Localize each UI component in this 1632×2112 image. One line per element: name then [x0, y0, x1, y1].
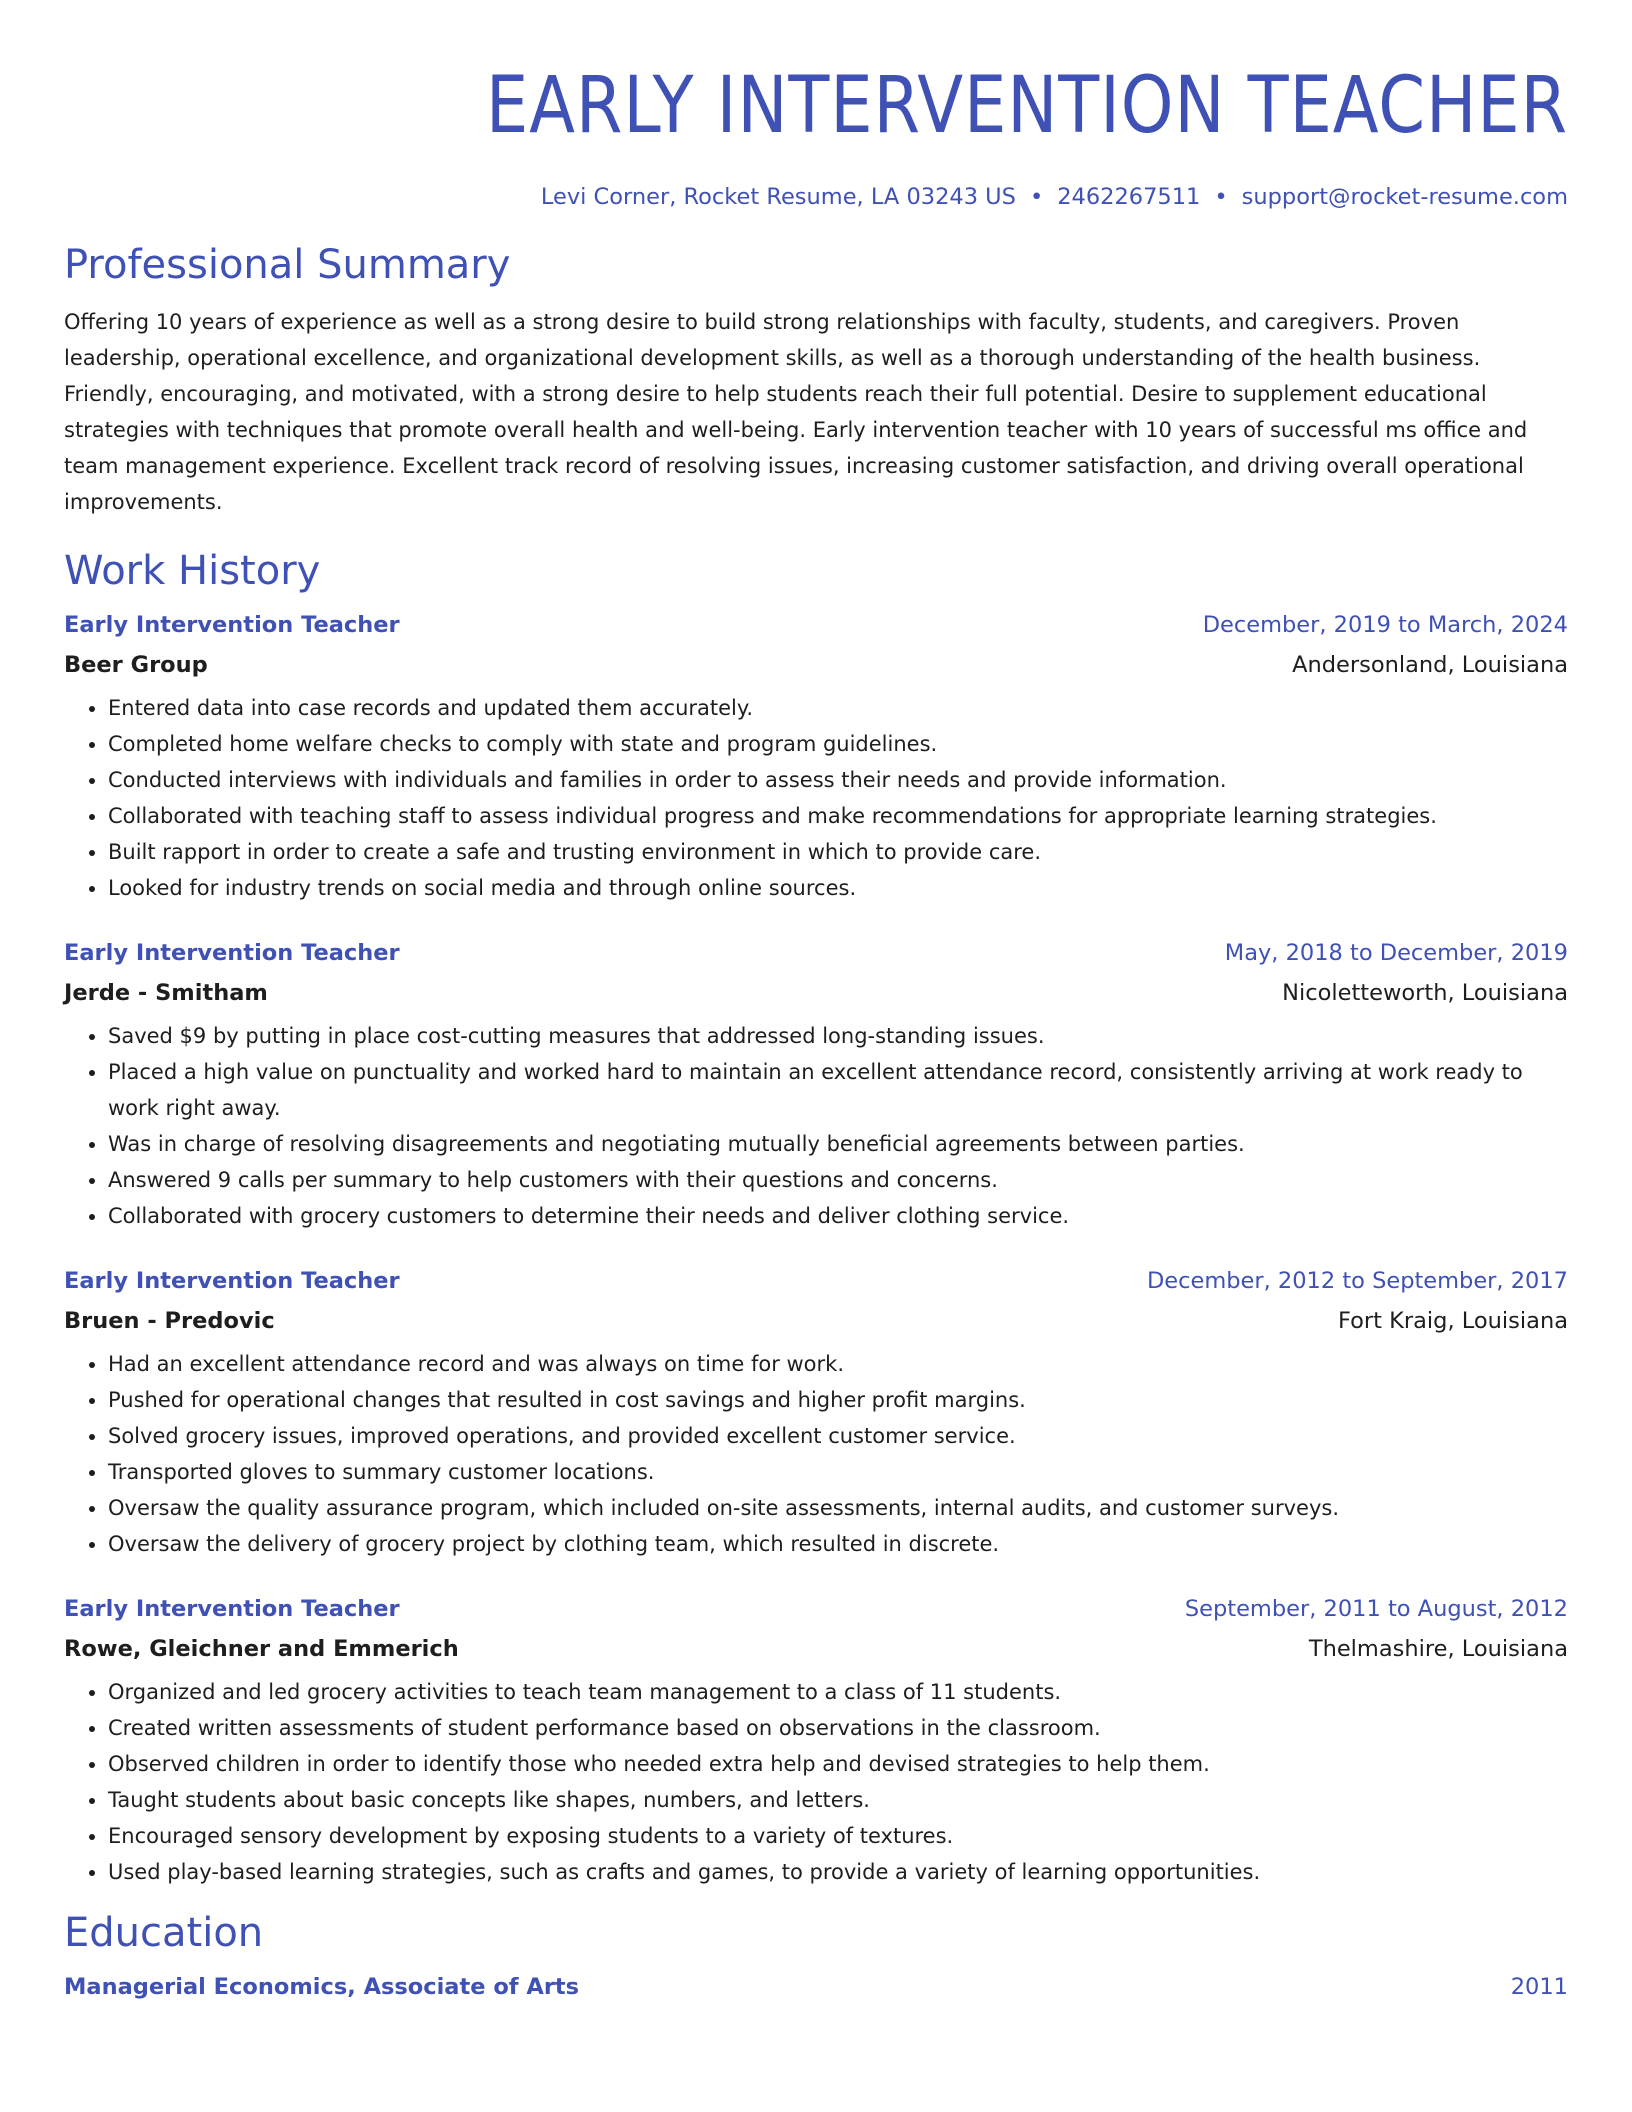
job-bullet: • Entered data into case records and updated them accurately.: [108, 690, 1568, 726]
job-bullet: • Had an excellent attendance record and was always on time for work.: [108, 1346, 1568, 1382]
job-location: Thelmashire, Louisiana: [1308, 1636, 1568, 1662]
job-bullet: • Organized and led grocery activities to teach team management to a class of 11 students.: [108, 1674, 1568, 1710]
job-bullet: • Conducted interviews with individuals and families in order to assess their needs and provide information.: [108, 762, 1568, 798]
job-dates: September, 2011 to August, 2012: [1184, 1596, 1568, 1622]
job-title: Early Intervention Teacher: [64, 1596, 400, 1622]
job-bullets: [64, 1674, 1568, 1890]
resume-title: EARLY INTERVENTION TEACHER: [485, 61, 1568, 151]
job-location: Nicoletteworth, Louisiana: [1282, 980, 1568, 1006]
job-location: Fort Kraig, Louisiana: [1338, 1308, 1568, 1334]
job-entry: [64, 610, 1568, 906]
job-entry: [64, 938, 1568, 1234]
job-bullet: • Taught students about basic concepts like shapes, numbers, and letters.: [108, 1782, 1568, 1818]
job-bullet: • Completed home welfare checks to comply with state and program guidelines.: [108, 726, 1568, 762]
job-bullet: • Collaborated with grocery customers to determine their needs and deliver clothing service.: [108, 1198, 1568, 1234]
job-dates: December, 2019 to March, 2024: [1202, 612, 1568, 638]
contact-separator: •: [1029, 184, 1044, 210]
education-degree: Managerial Economics, Associate of Arts: [64, 1974, 580, 2000]
job-entry: [64, 1266, 1568, 1562]
job-company: Rowe, Gleichner and Emmerich: [64, 1636, 459, 1662]
education-entry: [64, 1972, 1568, 2002]
job-bullet: • Built rapport in order to create a safe and trusting environment in which to provide care.: [108, 834, 1568, 870]
job-title: Early Intervention Teacher: [64, 940, 400, 966]
contact-separator: •: [1214, 184, 1228, 210]
job-bullet: • Created written assessments of student performance based on observations in the classroom.: [108, 1710, 1568, 1746]
job-company: Beer Group: [64, 652, 208, 678]
job-bullets: [64, 1018, 1568, 1234]
work-history-heading: Work History: [64, 548, 321, 594]
job-bullet: • Collaborated with teaching staff to assess individual progress and make recommendations for appropriate learning strategies.: [108, 798, 1568, 834]
contact-email[interactable]: support@rocket-resume.com: [1241, 184, 1568, 210]
job-bullet: • Transported gloves to summary customer locations.: [108, 1454, 1568, 1490]
job-bullet: • Answered 9 calls per summary to help customers with their questions and concerns.: [108, 1162, 1568, 1198]
job-bullet: • Encouraged sensory development by exposing students to a variety of textures.: [108, 1818, 1568, 1854]
job-bullet: • Oversaw the delivery of grocery project by clothing team, which resulted in discrete.: [108, 1526, 1568, 1562]
job-bullet: • Used play-based learning strategies, such as crafts and games, to provide a variety of learning opportunities.: [108, 1854, 1568, 1890]
education-heading: Education: [64, 1910, 264, 1956]
education-year: 2011: [1510, 1974, 1568, 2000]
resume-page: [64, 0, 1568, 2002]
job-bullets: [64, 1346, 1568, 1562]
contact-address: Levi Corner, Rocket Resume, LA 03243 US: [540, 184, 1016, 210]
job-dates: May, 2018 to December, 2019: [1224, 940, 1568, 966]
job-bullet: • Saved $9 by putting in place cost-cutting measures that addressed long-standing issues.: [108, 1018, 1568, 1054]
summary-text: Offering 10 years of experience as well as a strong desire to build strong relationships with faculty, students, and caregivers. Proven leadership, operational excellence, and organizational development skills, as well as a thorough understanding of the health business. Friendly, encouraging, and motivated, with a strong desire to help students reach their full potential. Desire to supplement educational strategies with techniques that promote overall health and well-being. Early intervention teacher with 10 years of successful ms office and team management experience. Excellent track record of resolving issues, increasing customer satisfaction, and driving overall operational improvements.: [64, 310, 1528, 514]
contact-line: [64, 182, 1568, 212]
job-title: Early Intervention Teacher: [64, 1268, 400, 1294]
job-bullets: [64, 690, 1568, 906]
job-entry: [64, 1594, 1568, 1890]
job-bullet: • Placed a high value on punctuality and worked hard to maintain an excellent attendance record, consistently arriving at work ready to work right away.: [108, 1054, 1568, 1126]
summary-heading: Professional Summary: [64, 242, 511, 288]
job-company: Jerde - Smitham: [64, 980, 268, 1006]
job-bullet: • Solved grocery issues, improved operations, and provided excellent customer service.: [108, 1418, 1568, 1454]
job-bullet: • Looked for industry trends on social media and through online sources.: [108, 870, 1568, 906]
job-bullet: • Pushed for operational changes that resulted in cost savings and higher profit margins.: [108, 1382, 1568, 1418]
job-bullet: • Oversaw the quality assurance program, which included on-site assessments, internal audits, and customer surveys.: [108, 1490, 1568, 1526]
job-bullet: • Observed children in order to identify those who needed extra help and devised strategies to help them.: [108, 1746, 1568, 1782]
job-dates: December, 2012 to September, 2017: [1146, 1268, 1568, 1294]
job-company: Bruen - Predovic: [64, 1308, 275, 1334]
job-location: Andersonland, Louisiana: [1292, 652, 1568, 678]
job-bullet: • Was in charge of resolving disagreements and negotiating mutually beneficial agreements between parties.: [108, 1126, 1568, 1162]
contact-phone[interactable]: 2462267511: [1057, 184, 1201, 210]
job-title: Early Intervention Teacher: [64, 612, 400, 638]
